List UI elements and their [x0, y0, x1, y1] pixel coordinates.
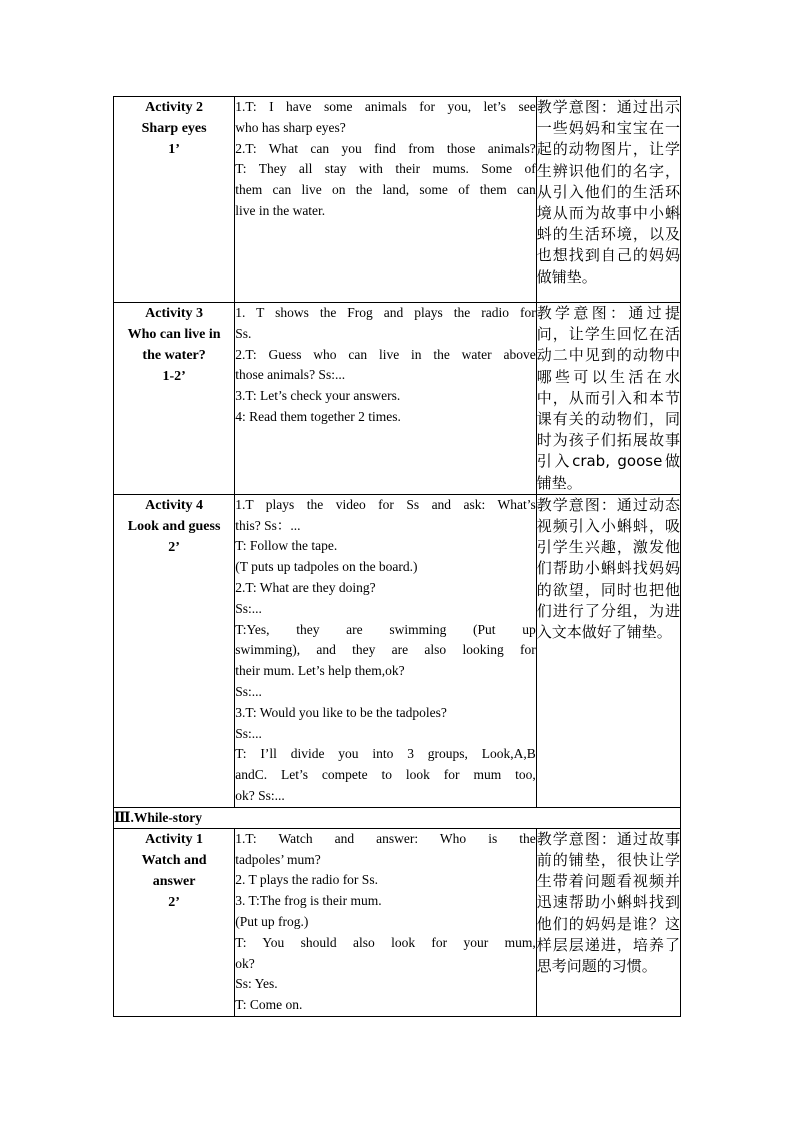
process-cell [235, 828, 537, 1016]
process-line: Ss: Yes. [235, 976, 278, 992]
process-line: (Put up frog.) [235, 913, 309, 929]
process-line: (T puts up tadpoles on the board.) [235, 559, 418, 575]
process-line: 1.T plays the video for Ss and ask: What’s [235, 496, 536, 512]
activity-title: Activity 4 [145, 497, 204, 513]
activity-cell [114, 828, 235, 1016]
process-line: their mum. Let’s help them,ok? [235, 663, 405, 679]
process-line: 3.T: Let’s check your answers. [235, 388, 401, 404]
process-line: them can live on the land, some of them can [235, 182, 536, 198]
activity-title: Activity 3 [145, 306, 204, 321]
intent-cell: 教学意图：通过出示一些妈妈和宝宝在一起的动物图片，让学生辨识他们的名字，从引入他们的生活环境从而为故事中小蝌蚪的生活环境，以及也想找到自己的妈妈做铺垫。 [536, 97, 680, 303]
table-row [114, 828, 681, 1016]
activity-cell [114, 494, 235, 807]
activity-time: 2’ [168, 894, 180, 910]
process-line: swimming), and they are also looking for [235, 642, 536, 658]
activity-name: Sharp eyes [141, 121, 207, 136]
lesson-plan-table [113, 96, 681, 1017]
intent-cell: 教学意图：通过提问，让学生回忆在活动二中见到的动物中哪些可以生活在水中，从而引入和本节课有关的动物们，同时为孩子们拓展故事引入crab, goose做铺垫。 [536, 303, 680, 495]
activity-name: the water? [142, 348, 206, 363]
process-line: T: I’ll divide you into 3 groups, Look,A,B [235, 746, 536, 762]
activity-time: 1’ [168, 142, 180, 157]
process-cell [235, 303, 537, 495]
process-line: 3.T: Would you like to be the tadpoles? [235, 704, 447, 720]
process-line: 2.T: What can you find from those animals? [235, 140, 536, 156]
process-line: ok? Ss:... [235, 787, 285, 803]
intent-cell: 教学意图：通过故事前的铺垫，很快让学生带着问题看视频并迅速帮助小蝌蚪找到他们的妈妈是谁？这样层层递进，培养了思考问题的习惯。 [536, 828, 680, 1016]
intent-cell: 教学意图：通过动态视频引入小蝌蚪，吸引学生兴趣，激发他们帮助小蝌蚪找妈妈的欲望，同时也把他们进行了分组，为进入文本做好了铺垫。 [536, 494, 680, 807]
table-row [114, 97, 681, 303]
process-line: 1.T: I have some animals for you, let’s see [235, 99, 536, 114]
process-line: 1. T shows the Frog and plays the radio for [235, 305, 536, 320]
activity-time: 2’ [168, 539, 180, 555]
process-line: those animals? Ss:... [235, 367, 346, 383]
process-line: 2. T plays the radio for Ss. [235, 872, 378, 888]
activity-name: answer [152, 873, 196, 889]
activity-name: Watch and [141, 852, 207, 868]
process-line: this? Ss：... [235, 517, 301, 533]
process-line: T: Follow the tape. [235, 538, 338, 554]
process-line: Ss:... [235, 600, 262, 616]
process-line: andC. Let’s compete to look for mum too, [235, 767, 536, 783]
activity-name: Look and guess [127, 518, 221, 534]
process-line: 2.T: What are they doing? [235, 580, 376, 596]
process-line: who has sharp eyes? [235, 119, 346, 135]
process-line: 3. T:The frog is their mum. [235, 893, 382, 909]
table-row [114, 303, 681, 495]
process-line: T: Come on. [235, 997, 303, 1013]
process-line: live in the water. [235, 202, 326, 218]
activity-title: Activity 1 [145, 831, 204, 847]
process-line: ok? [235, 955, 255, 971]
activity-name: Who can live in [127, 327, 221, 342]
process-line: 1.T: Watch and answer: Who is the [235, 830, 536, 846]
process-line: 4: Read them together 2 times. [235, 408, 401, 424]
process-cell [235, 494, 537, 807]
table-row [114, 807, 681, 828]
process-line: T: They all stay with their mums. Some of [235, 161, 536, 177]
section-heading: Ⅲ.While-story [114, 807, 681, 828]
process-line: T: You should also look for your mum, [235, 934, 536, 950]
process-line: 2.T: Guess who can live in the water above [235, 346, 536, 362]
process-line: Ss:... [235, 684, 262, 699]
process-line: tadpoles’ mum? [235, 851, 321, 867]
process-cell [235, 97, 537, 303]
process-line: Ss:... [235, 725, 262, 741]
activity-title: Activity 2 [145, 100, 204, 115]
activity-cell [114, 97, 235, 303]
activity-time: 1-2’ [162, 369, 186, 384]
process-line: Ss. [235, 325, 252, 341]
table-row [114, 494, 681, 807]
process-line: T:Yes, they are swimming (Put up [235, 621, 536, 637]
activity-cell [114, 303, 235, 495]
